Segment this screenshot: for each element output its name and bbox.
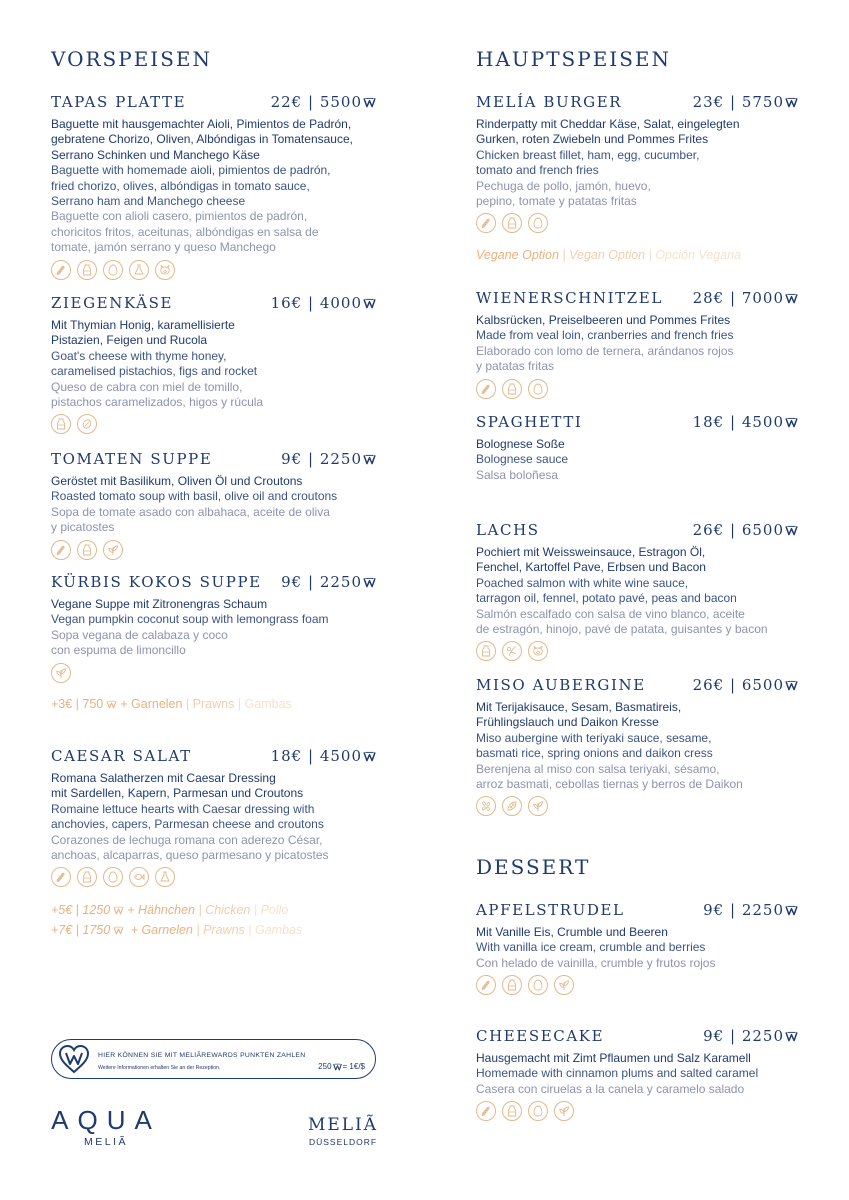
allergen-icons — [476, 975, 798, 995]
meliarewards-icon — [363, 298, 376, 309]
egg-icon — [528, 379, 548, 399]
description-en: Chicken breast fillet, ham, egg, cucumber, — [476, 147, 700, 162]
vegan-icon — [103, 540, 123, 560]
meliarewards-icon — [785, 680, 798, 691]
description-de: Pochiert mit Weissweinsauce, Estragon Öl, — [476, 545, 706, 559]
allergen-icons — [476, 796, 798, 816]
description-es: Elaborado con lomo de ternera, arándanos rojos — [476, 343, 734, 358]
allergen-icons — [476, 213, 798, 233]
dish-name: SPAGHETTI — [476, 413, 583, 431]
vegan-icon — [554, 1101, 574, 1121]
description-de: Serrano Schinken und Manchego Käse — [51, 147, 260, 162]
description-es: Baguette con alioli casero, pimientos de padrón, — [51, 209, 308, 224]
description-es: y patatas fritas — [476, 359, 555, 374]
description-en: Made from veal loin, cranberries and french fries — [476, 328, 734, 343]
dish-price: 9€ | 2250 — [703, 1027, 798, 1045]
allergen-icons — [476, 1101, 798, 1121]
dish-name: ZIEGENKÄSE — [51, 294, 174, 312]
dish-name: MELÍA BURGER — [476, 93, 623, 111]
description-en: Homemade with cinnamon plums and salted caramel — [476, 1066, 759, 1081]
description-en: fried chorizo, olives, albóndigas in tomato sauce, — [51, 178, 310, 193]
description-en: Bolognese sauce — [476, 452, 569, 467]
description-de: Frühlingslauch und Daikon Kresse — [476, 715, 659, 730]
rewards-title: HIER KÖNNEN SIE MIT MELIÃREWARDS PUNKTEN ZAHLEN — [98, 1052, 306, 1059]
dish-name: MISO AUBERGINE — [476, 676, 646, 694]
dish-price: 22€ | 5500 — [271, 93, 376, 111]
dish-price: 26€ | 6500 — [693, 676, 798, 694]
menu-item-kuerbis-kokos-suppe — [51, 573, 376, 683]
dairy-icon — [77, 540, 97, 560]
logo-subtext: MELIÃ — [83, 1136, 128, 1148]
dish-name: TOMATEN SUPPE — [51, 450, 213, 468]
egg-icon — [103, 867, 123, 887]
vegan-icon — [554, 975, 574, 995]
dish-price: 23€ | 5750 — [693, 93, 798, 111]
pork-icon — [528, 641, 548, 661]
meliarewards-icon — [785, 905, 798, 916]
description-de: Fenchel, Kartoffel Pave, Erbsen und Bacon — [476, 560, 706, 575]
dish-name: APFELSTRUDEL — [476, 901, 625, 919]
gluten-icon — [476, 1101, 496, 1121]
menu-item-miso-aubergine — [476, 676, 798, 816]
description-en: basmati rice, spring onions and daikon cress — [476, 746, 713, 761]
gluten-icon — [51, 540, 71, 560]
gluten-icon — [476, 379, 496, 399]
description-es: Sopa de tomate asado con albahaca, aceite de oliva — [51, 504, 330, 519]
description-es: Salsa boloñesa — [476, 467, 559, 482]
gluten-icon — [51, 260, 71, 280]
description-de: mit Sardellen, Kapern, Parmesan und Croutons — [51, 786, 304, 801]
description-es: y picatostes — [51, 520, 115, 535]
menu-item-tomaten-suppe — [51, 450, 376, 560]
rewards-subtitle: Weitere Informationen erhalten Sie an der Rezeption. — [98, 1065, 221, 1071]
section-title-hauptspeisen: HAUPTSPEISEN — [476, 47, 671, 71]
melia-duesseldorf-logo — [306, 1115, 380, 1147]
allergen-icons — [476, 379, 798, 399]
dish-price: 26€ | 6500 — [693, 521, 798, 539]
description-es: Casera con ciruelas a la canela y caramelo salado — [476, 1081, 745, 1096]
meliarewards-banner — [51, 1039, 376, 1079]
mustard-icon — [129, 260, 149, 280]
meliarewards-icon — [785, 1031, 798, 1042]
meliarewards-icon — [113, 906, 124, 915]
description-en: caramelised pistachios, figs and rocket — [51, 364, 258, 379]
description-de: Mit Terijakisauce, Sesam, Basmatireis, — [476, 700, 682, 714]
description-en: Vegan pumpkin coconut soup with lemongrass foam — [51, 612, 329, 627]
allergen-icons — [51, 867, 376, 887]
meliarewards-heart-icon — [58, 1043, 90, 1075]
sesame-icon — [476, 796, 496, 816]
meliarewards-icon — [785, 293, 798, 304]
description-es: pistachos caramelizados, higos y rúcula — [51, 395, 264, 410]
section-title-dessert: DESSERT — [476, 855, 591, 879]
description-es: con espuma de limoncillo — [51, 643, 186, 658]
description-de: Rinderpatty mit Cheddar Käse, Salat, eingelegten — [476, 117, 740, 131]
meliarewards-icon — [363, 454, 376, 465]
dairy-icon — [502, 379, 522, 399]
description-en: Baguette with homemade aioli, pimientos de padrón, — [51, 163, 331, 178]
meliarewards-icon — [785, 525, 798, 536]
description-en: Poached salmon with white wine sauce, — [476, 575, 689, 590]
meliarewards-icon — [363, 577, 376, 588]
meliarewards-icon — [363, 97, 376, 108]
dish-name: WIENERSCHNITZEL — [476, 289, 663, 307]
description-de: Gurken, roten Zwiebeln und Pommes Frites — [476, 132, 709, 147]
meliarewards-icon — [333, 1063, 342, 1071]
description-de: Romana Salatherzen mit Caesar Dressing — [51, 771, 276, 785]
description-es: Pechuga de pollo, jamón, huevo, — [476, 178, 651, 193]
dish-price: 9€ | 2250 — [703, 901, 798, 919]
dish-name: CAESAR SALAT — [51, 747, 192, 765]
description-es: pepino, tomate y patatas fritas — [476, 194, 637, 209]
vegan-icon — [528, 796, 548, 816]
description-es: tomate, jamón serrano y queso Manchego — [51, 240, 276, 255]
vegan-option-note: Vegane Option | Vegan Option | Opción Vegana — [476, 248, 742, 262]
rewards-rate: 250 = 1€/$ — [318, 1062, 365, 1071]
soy-icon — [502, 796, 522, 816]
description-es: choricitos fritos, aceitunas, albóndigas en salsa de — [51, 224, 319, 239]
dairy-icon — [502, 975, 522, 995]
description-de: Mit Vanille Eis, Crumble und Beeren — [476, 925, 668, 939]
aqua-melia-logo — [51, 1105, 161, 1148]
dish-name: CHEESECAKE — [476, 1027, 605, 1045]
dairy-icon — [77, 260, 97, 280]
vegan-icon — [51, 663, 71, 683]
dairy-icon — [77, 867, 97, 887]
egg-icon — [528, 1101, 548, 1121]
dish-price: 18€ | 4500 — [271, 747, 376, 765]
description-en: Goat's cheese with thyme honey, — [51, 348, 227, 363]
menu-item-melia-burger — [476, 93, 798, 233]
pork-icon — [155, 260, 175, 280]
menu-item-wienerschnitzel — [476, 289, 798, 399]
celery-icon — [502, 641, 522, 661]
dish-name: TAPAS PLATTE — [51, 93, 187, 111]
description-es: Corazones de lechuga romana con aderezo César, — [51, 832, 323, 847]
description-es: arroz basmati, cebollas tiernas y berros de Daikon — [476, 777, 743, 792]
description-en: tomato and french fries — [476, 163, 599, 178]
allergen-icons — [51, 414, 376, 434]
description-es: anchoas, alcaparras, queso parmesano y picatostes — [51, 848, 329, 863]
dish-name: KÜRBIS KOKOS SUPPE — [51, 573, 262, 591]
description-es: Sopa vegana de calabaza y coco — [51, 627, 228, 642]
dairy-icon — [502, 213, 522, 233]
meliarewards-icon — [106, 700, 117, 709]
logo-text: MELIÃ — [307, 1115, 379, 1135]
addon-prawns-soup: +3€ | 750 + Garnelen | Prawns | Gambas — [51, 697, 292, 711]
logo-text: AQUA — [51, 1105, 161, 1135]
description-de: Bolognese Soße — [476, 437, 565, 451]
dairy-icon — [51, 414, 71, 434]
description-en: anchovies, capers, Parmesan cheese and croutons — [51, 817, 324, 832]
dish-price: 9€ | 2250 — [281, 450, 376, 468]
fish-icon — [129, 867, 149, 887]
menu-item-tapas-platte — [51, 93, 376, 280]
dish-price: 16€ | 4000 — [271, 294, 376, 312]
egg-icon — [528, 213, 548, 233]
egg-icon — [103, 260, 123, 280]
gluten-icon — [476, 213, 496, 233]
description-de: Kalbsrücken, Preiselbeeren und Pommes Frites — [476, 313, 731, 327]
description-en: With vanilla ice cream, crumble and berries — [476, 940, 706, 955]
nuts-icon — [77, 414, 97, 434]
meliarewards-icon — [113, 926, 124, 935]
menu-item-ziegenkaese — [51, 294, 376, 434]
description-de: Geröstet mit Basilikum, Oliven Öl und Croutons — [51, 474, 303, 488]
description-en: Miso aubergine with teriyaki sauce, sesame, — [476, 730, 712, 745]
description-en: Serrano ham and Manchego cheese — [51, 194, 246, 209]
description-en: Romaine lettuce hearts with Caesar dressing with — [51, 801, 315, 816]
meliarewards-icon — [363, 751, 376, 762]
description-es: Queso de cabra con miel de tomillo, — [51, 379, 243, 394]
dish-price: 18€ | 4500 — [693, 413, 798, 431]
logo-subtext: DÜSSELDORF — [308, 1137, 378, 1147]
description-de: Vegane Suppe mit Zitronengras Schaum — [51, 597, 268, 611]
allergen-icons — [51, 663, 376, 683]
description-en: tarragon oil, fennel, potato pavé, peas and bacon — [476, 591, 737, 606]
dish-price: 9€ | 2250 — [281, 573, 376, 591]
allergen-icons — [51, 260, 376, 280]
dish-name: LACHS — [476, 521, 540, 539]
addon-chicken: +5€ | 1250 + Hähnchen | Chicken | Pollo — [51, 903, 289, 917]
addon-prawns-salad: +7€ | 1750 + Garnelen | Prawns | Gambas — [51, 923, 303, 937]
description-de: Mit Thymian Honig, karamellisierte — [51, 318, 235, 332]
description-es: Salmón escalfado con salsa de vino blanco, aceite — [476, 606, 745, 621]
description-de: Pistazien, Feigen und Rucola — [51, 333, 208, 348]
menu-item-caesar-salat — [51, 747, 376, 887]
egg-icon — [528, 975, 548, 995]
description-de: Hausgemacht mit Zimt Pflaumen und Salz Karamell — [476, 1051, 751, 1065]
gluten-icon — [51, 867, 71, 887]
dairy-icon — [476, 641, 496, 661]
menu-item-lachs — [476, 521, 798, 661]
description-de: gebratene Chorizo, Oliven, Albóndigas in Tomatensauce, — [51, 132, 353, 147]
meliarewards-icon — [785, 97, 798, 108]
description-es: Berenjena al miso con salsa teriyaki, sésamo, — [476, 761, 720, 776]
mustard-icon — [155, 867, 175, 887]
meliarewards-icon — [785, 417, 798, 428]
menu-item-apfelstrudel — [476, 901, 798, 995]
description-es: de estragón, hinojo, pavé de patata, guisantes y bacon — [476, 622, 768, 637]
menu-item-cheesecake — [476, 1027, 798, 1121]
description-de: Baguette mit hausgemachter Aioli, Pimientos de Padrón, — [51, 117, 352, 131]
dairy-icon — [502, 1101, 522, 1121]
allergen-icons — [476, 641, 798, 661]
dish-price: 28€ | 7000 — [693, 289, 798, 307]
description-es: Con helado de vainilla, crumble y frutos rojos — [476, 955, 716, 970]
description-en: Roasted tomato soup with basil, olive oil and croutons — [51, 489, 338, 504]
menu-item-spaghetti — [476, 413, 798, 483]
gluten-icon — [476, 975, 496, 995]
allergen-icons — [51, 540, 376, 560]
section-title-vorspeisen: VORSPEISEN — [51, 47, 213, 71]
